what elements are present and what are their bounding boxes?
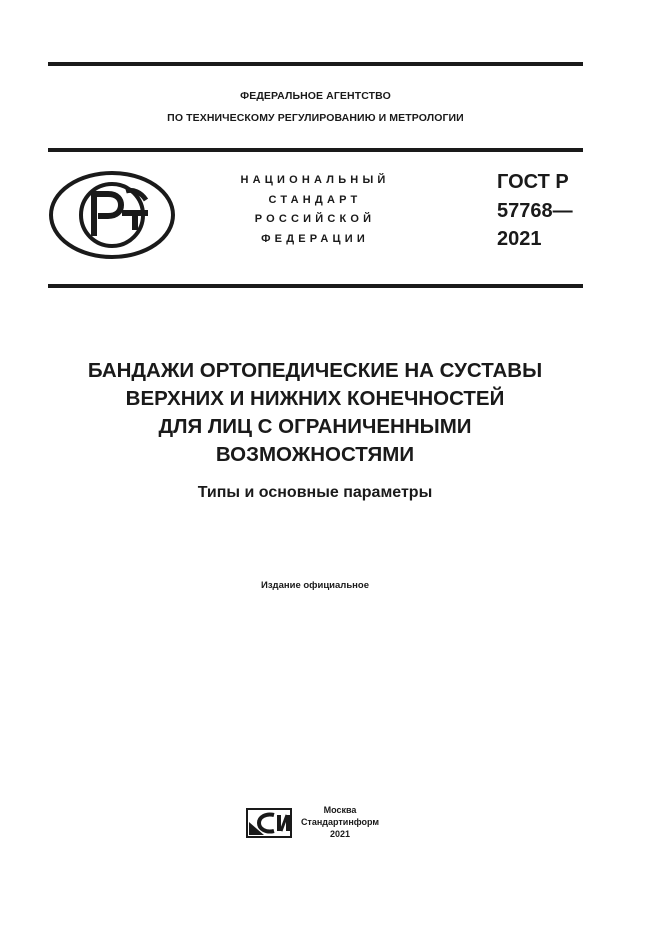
document-title-line-2: ВЕРХНИХ И НИЖНИХ КОНЕЧНОСТЕЙ xyxy=(125,387,505,410)
agency-name-line-1: ФЕДЕРАЛЬНОЕ АГЕНТСТВО xyxy=(240,90,391,102)
edition-note: Издание официальное xyxy=(261,580,369,591)
document-subtitle: Типы и основные параметры xyxy=(197,484,433,501)
document-title xyxy=(30,357,600,469)
standard-code-line-2: 57768— xyxy=(497,200,573,222)
document-title-line-4: ВОЗМОЖНОСТЯМИ xyxy=(215,443,415,466)
standartinform-logo-icon xyxy=(246,808,292,838)
publication-year: 2021 xyxy=(329,829,351,839)
standard-type-line-2: СТАНДАРТ xyxy=(268,194,362,206)
document-title-line-1: БАНДАЖИ ОРТОПЕДИЧЕСКИЕ НА СУСТАВЫ xyxy=(87,359,543,382)
header-divider xyxy=(48,148,583,152)
publisher-city: Москва xyxy=(323,805,357,815)
top-divider xyxy=(48,62,583,66)
document-title-line-3: ДЛЯ ЛИЦ С ОГРАНИЧЕННЫМИ xyxy=(158,415,472,438)
standard-type-line-3: РОССИЙСКОЙ xyxy=(254,213,376,225)
rst-gost-emblem-icon xyxy=(48,170,176,260)
publisher-name: Стандартинформ xyxy=(300,817,380,827)
standard-type-line-4: ФЕДЕРАЦИИ xyxy=(261,233,369,245)
standard-type-line-1: НАЦИОНАЛЬНЫЙ xyxy=(240,174,390,186)
agency-name-line-2: ПО ТЕХНИЧЕСКОМУ РЕГУЛИРОВАНИЮ И МЕТРОЛОГИИ xyxy=(167,112,464,124)
header-bottom-divider xyxy=(48,284,583,288)
standard-code-line-1: ГОСТ Р xyxy=(497,171,569,193)
standard-code-line-3: 2021 xyxy=(497,228,542,250)
